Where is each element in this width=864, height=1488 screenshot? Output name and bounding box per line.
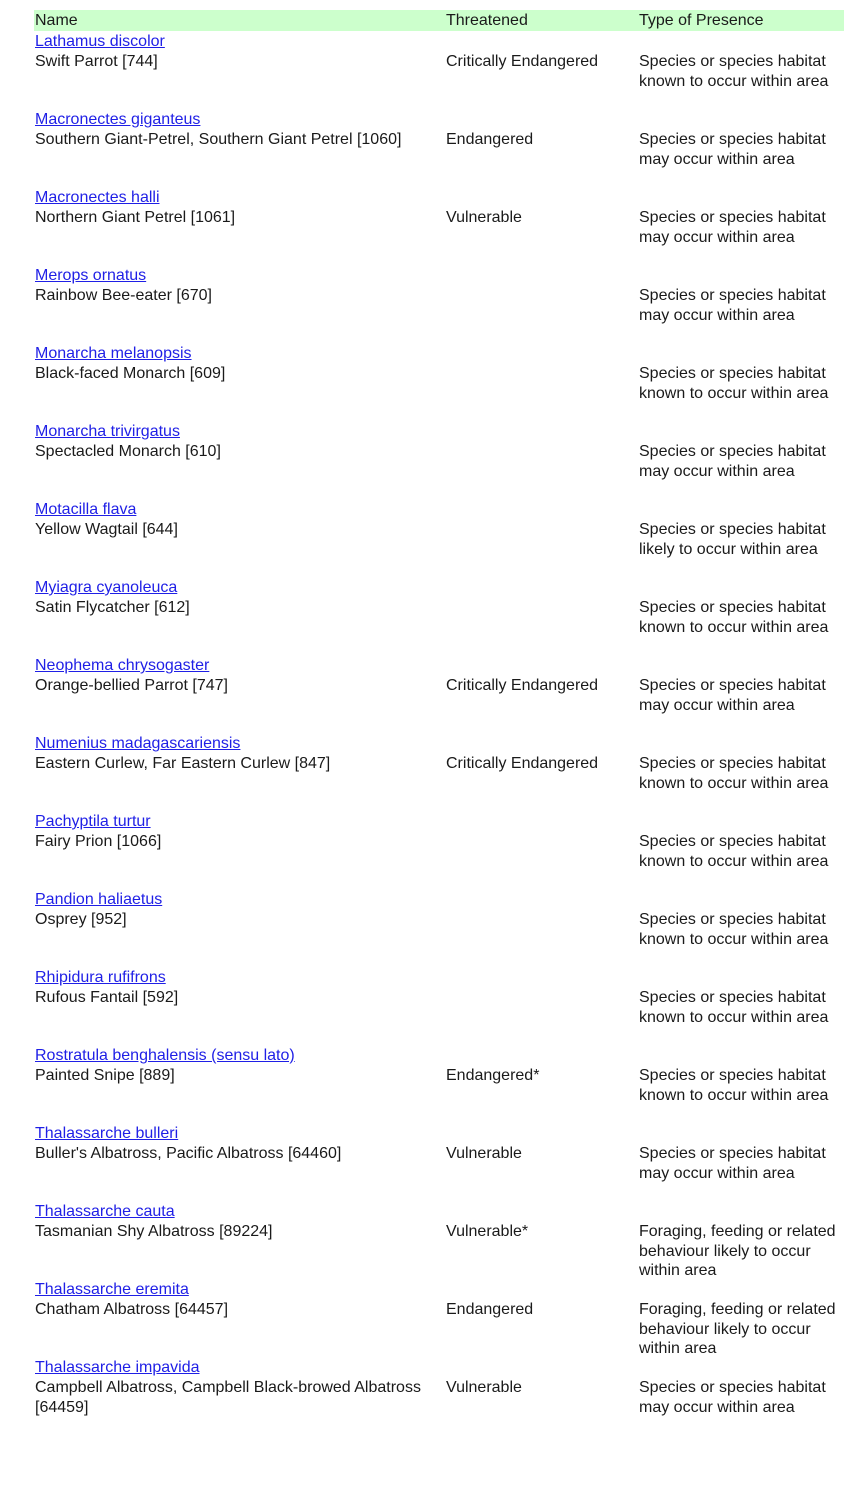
table-row <box>34 577 844 655</box>
species-link[interactable]: Myiagra cyanoleuca <box>35 579 178 596</box>
type-of-presence: Species or species habitat known to occur within area <box>639 53 829 90</box>
species-link[interactable]: Rhipidura rufifrons <box>35 969 166 986</box>
threatened-status <box>446 832 639 871</box>
type-of-presence: Species or species habitat may occur within area <box>639 131 826 168</box>
common-name: Rainbow Bee-eater [670] <box>35 287 212 304</box>
row-details <box>34 130 844 169</box>
type-of-presence: Species or species habitat likely to occur within area <box>639 521 826 558</box>
common-name: Swift Parrot [744] <box>35 53 158 70</box>
table-row <box>34 1045 844 1123</box>
row-details <box>34 52 844 91</box>
table-row <box>34 499 844 577</box>
row-details <box>34 1222 844 1281</box>
table-row <box>34 109 844 187</box>
species-link[interactable]: Pandion haliaetus <box>35 891 163 908</box>
type-of-presence: Foraging, feeding or related behaviour likely to occur within area <box>639 1301 836 1357</box>
common-name: Black-faced Monarch [609] <box>35 365 226 382</box>
common-name: Buller's Albatross, Pacific Albatross [64460] <box>35 1145 342 1162</box>
type-of-presence: Species or species habitat known to occur within area <box>639 989 829 1026</box>
species-link[interactable]: Rostratula benghalensis (sensu lato) <box>35 1047 295 1064</box>
row-details <box>34 754 844 793</box>
table-row <box>34 811 844 889</box>
table-row <box>34 889 844 967</box>
species-link[interactable]: Thalassarche impavida <box>35 1359 200 1376</box>
type-of-presence: Species or species habitat known to occur within area <box>639 599 829 636</box>
species-link[interactable]: Merops ornatus <box>35 267 147 284</box>
table-row <box>34 733 844 811</box>
row-details <box>34 442 844 481</box>
species-table <box>34 10 844 1435</box>
type-of-presence: Species or species habitat known to occur within area <box>639 1067 829 1104</box>
common-name: Southern Giant-Petrel, Southern Giant Petrel [1060] <box>35 131 402 148</box>
table-row <box>34 343 844 421</box>
table-row <box>34 967 844 1045</box>
common-name: Eastern Curlew, Far Eastern Curlew [847] <box>35 755 331 772</box>
row-details <box>34 598 844 637</box>
table-row <box>34 421 844 499</box>
type-of-presence: Foraging, feeding or related behaviour likely to occur within area <box>639 1223 836 1279</box>
header-threatened: Threatened <box>446 12 528 29</box>
row-details <box>34 364 844 403</box>
row-details <box>34 1066 844 1105</box>
row-details <box>34 1378 844 1417</box>
table-row <box>34 187 844 265</box>
type-of-presence: Species or species habitat known to occur within area <box>639 755 829 792</box>
type-of-presence: Species or species habitat known to occur within area <box>639 365 829 402</box>
row-details <box>34 286 844 325</box>
threatened-status: Vulnerable <box>446 209 522 226</box>
header-name: Name <box>35 12 78 29</box>
row-details <box>34 1144 844 1183</box>
type-of-presence: Species or species habitat may occur within area <box>639 677 826 714</box>
species-link[interactable]: Neophema chrysogaster <box>35 657 210 674</box>
species-link[interactable]: Pachyptila turtur <box>35 813 151 830</box>
table-row <box>34 1201 844 1279</box>
row-details <box>34 910 844 949</box>
common-name: Spectacled Monarch [610] <box>35 443 221 460</box>
common-name: Chatham Albatross [64457] <box>35 1301 229 1318</box>
common-name: Satin Flycatcher [612] <box>35 599 190 616</box>
species-link[interactable]: Macronectes halli <box>35 189 160 206</box>
species-link[interactable]: Monarcha trivirgatus <box>35 423 180 440</box>
common-name: Northern Giant Petrel [1061] <box>35 209 236 226</box>
table-row <box>34 1123 844 1201</box>
row-details <box>34 1300 844 1359</box>
type-of-presence: Species or species habitat may occur within area <box>639 443 826 480</box>
table-header <box>34 10 844 31</box>
row-details <box>34 676 844 715</box>
threatened-status <box>446 442 639 481</box>
threatened-status <box>446 988 639 1027</box>
threatened-status <box>446 910 639 949</box>
common-name: Osprey [952] <box>35 911 127 928</box>
row-details <box>34 832 844 871</box>
threatened-status: Critically Endangered <box>446 53 599 70</box>
table-row <box>34 1279 844 1357</box>
threatened-status: Endangered* <box>446 1067 540 1084</box>
species-link[interactable]: Motacilla flava <box>35 501 137 518</box>
species-link[interactable]: Macronectes giganteus <box>35 111 201 128</box>
threatened-status: Critically Endangered <box>446 755 599 772</box>
table-body <box>34 31 844 1435</box>
threatened-status <box>446 364 639 403</box>
threatened-status: Endangered <box>446 1301 534 1318</box>
species-link[interactable]: Thalassarche bulleri <box>35 1125 179 1142</box>
table-row <box>34 655 844 733</box>
species-link[interactable]: Numenius madagascariensis <box>35 735 241 752</box>
threatened-status: Vulnerable* <box>446 1223 529 1240</box>
common-name: Rufous Fantail [592] <box>35 989 179 1006</box>
species-link[interactable]: Thalassarche cauta <box>35 1203 175 1220</box>
threatened-status: Vulnerable <box>446 1145 522 1162</box>
species-link[interactable]: Lathamus discolor <box>35 33 165 50</box>
threatened-status <box>446 520 639 559</box>
threatened-status <box>446 286 639 325</box>
species-link[interactable]: Thalassarche eremita <box>35 1281 189 1298</box>
type-of-presence: Species or species habitat may occur within area <box>639 1145 826 1182</box>
threatened-status: Endangered <box>446 131 534 148</box>
type-of-presence: Species or species habitat may occur within area <box>639 209 826 246</box>
row-details <box>34 988 844 1027</box>
common-name: Tasmanian Shy Albatross [89224] <box>35 1223 273 1240</box>
threatened-status: Critically Endangered <box>446 677 599 694</box>
threatened-status: Vulnerable <box>446 1379 522 1396</box>
row-details <box>34 520 844 559</box>
common-name: Painted Snipe [889] <box>35 1067 175 1084</box>
common-name: Orange-bellied Parrot [747] <box>35 677 228 694</box>
type-of-presence: Species or species habitat may occur within area <box>639 1379 826 1416</box>
header-presence: Type of Presence <box>639 12 764 29</box>
common-name: Campbell Albatross, Campbell Black-browed Albatross [64459] <box>35 1379 421 1416</box>
type-of-presence: Species or species habitat may occur within area <box>639 287 826 324</box>
type-of-presence: Species or species habitat known to occur within area <box>639 833 829 870</box>
type-of-presence: Species or species habitat known to occur within area <box>639 911 829 948</box>
table-row <box>34 1357 844 1435</box>
table-row <box>34 265 844 343</box>
species-link[interactable]: Monarcha melanopsis <box>35 345 192 362</box>
common-name: Yellow Wagtail [644] <box>35 521 178 538</box>
table-row <box>34 31 844 109</box>
threatened-status <box>446 598 639 637</box>
common-name: Fairy Prion [1066] <box>35 833 162 850</box>
row-details <box>34 208 844 247</box>
